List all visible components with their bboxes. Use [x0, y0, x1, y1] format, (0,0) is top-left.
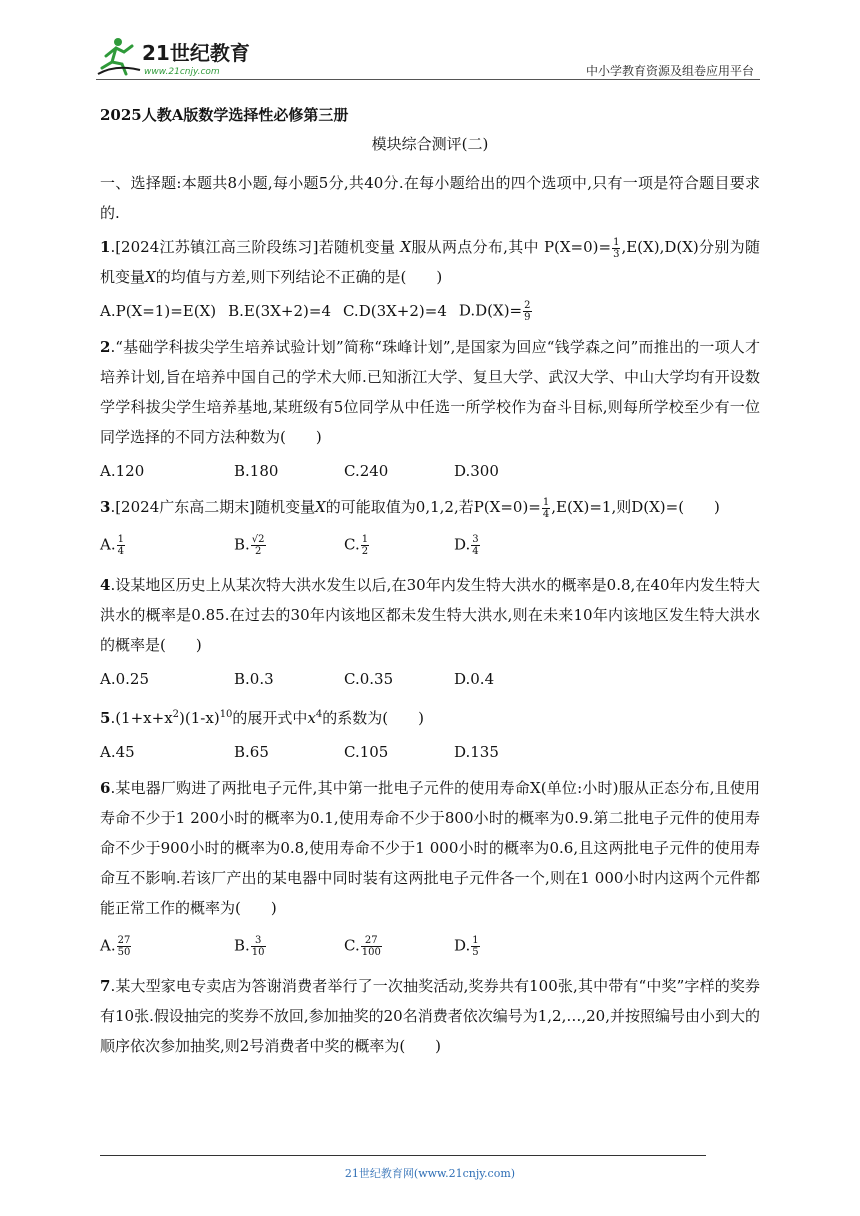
option-a: A.0.25: [100, 670, 149, 688]
option-label: B.: [234, 936, 250, 954]
option-a: [100, 935, 234, 958]
question-2: [100, 332, 760, 452]
denominator: 100: [361, 946, 381, 958]
fraction: [361, 534, 369, 557]
option-label: D.: [454, 535, 471, 553]
question-number: 4: [100, 576, 111, 594]
denominator: 9: [524, 311, 531, 323]
option-b: [234, 534, 344, 557]
option-d: [454, 935, 481, 958]
numerator: 1: [117, 533, 124, 545]
option-d: [459, 300, 533, 323]
option-b: [234, 935, 344, 958]
denominator: 4: [472, 545, 479, 557]
variable-x: X: [400, 238, 412, 256]
option-c: C.0.35: [344, 670, 394, 688]
denominator: 50: [117, 946, 131, 958]
test-title: 模块综合测评(二): [371, 135, 489, 153]
denominator: 2: [254, 545, 262, 557]
fraction: [361, 935, 382, 958]
question-text: .某电器厂购进了两批电子元件,其中第一批电子元件的使用寿命X(单位:小时)服从正态分布,且使用寿命不少于1 200小时的概率为0.1,使用寿命不少于800小时的概率为0.9.第二批电子元件的使用寿命不少于900小时的概率为0.8,使用寿命不少于1 000小时的概率为0.6,且这两批电子元件的使用寿命互不影响.若该厂产出的某电器中同时装有这两批电子元件各一个,则在1 000小时内这两个元件都能正常工作的概率为( ): [100, 779, 760, 917]
fraction: [471, 534, 479, 557]
fraction: [117, 935, 132, 958]
fraction: [251, 534, 266, 557]
math-expression: )(1-x): [179, 709, 220, 727]
numerator: 3: [251, 935, 266, 947]
question-number: 6: [100, 779, 111, 797]
fraction: [542, 497, 550, 520]
option-label: C.: [344, 936, 360, 954]
exponent: 10: [219, 709, 233, 720]
options-row: [100, 296, 760, 326]
footer-divider: [100, 1155, 706, 1156]
option-c: C.D(3X+2)=4: [342, 302, 447, 320]
option-d: D.300: [454, 462, 499, 480]
numerator: √2: [251, 533, 265, 545]
book-title: 2025人教A版数学选择性必修第三册: [100, 106, 349, 124]
denominator: 5: [472, 946, 479, 958]
fraction: [471, 935, 479, 958]
page-footer: 21世纪教育网(www.21cnjy.com): [344, 1167, 516, 1180]
numerator: 1: [613, 236, 620, 248]
options-row: [100, 664, 760, 694]
logo-main-text: 21世纪教育: [142, 41, 250, 65]
exponent: 4: [315, 709, 323, 720]
question-text: .[2024广东高二期末]随机变量: [110, 498, 316, 516]
option-label: C.: [344, 535, 360, 553]
denominator: 10: [251, 946, 265, 958]
question-number: 1: [100, 238, 111, 256]
option-label: A.: [100, 535, 116, 553]
option-a: A.P(X=1)=E(X): [100, 302, 217, 320]
question-number: 5: [100, 709, 111, 727]
variable-x: X: [315, 498, 326, 516]
platform-label: 中小学教育资源及组卷应用平台: [585, 64, 754, 78]
options-row: [100, 526, 760, 564]
math-expression: P(X=0)=: [473, 498, 541, 516]
option-b: B.65: [234, 743, 269, 761]
question-text: 的系数为( ): [322, 709, 424, 727]
options-row: [100, 737, 760, 767]
option-d: D.135: [454, 743, 499, 761]
option-a: A.45: [100, 743, 135, 761]
question-number: 7: [100, 977, 111, 995]
option-b: B.E(3X+2)=4: [228, 302, 331, 320]
question-number: 2: [100, 338, 111, 356]
denominator: 4: [542, 508, 550, 520]
question-text: 的可能取值为0,1,2,若: [325, 498, 474, 516]
option-a: [100, 534, 234, 557]
denominator: 2: [361, 545, 369, 557]
fraction: [117, 534, 125, 557]
option-b: B.180: [234, 462, 279, 480]
fraction: [612, 237, 620, 260]
question-1: [100, 232, 760, 292]
denominator: 4: [117, 545, 124, 557]
option-label: A.: [100, 936, 116, 954]
option-label: B.: [234, 535, 250, 553]
question-4: [100, 570, 760, 660]
options-row: [100, 927, 760, 965]
question-5: [100, 700, 760, 733]
question-text: .某大型家电专卖店为答谢消费者举行了一次抽奖活动,奖券共有100张,其中带有“中奖”字样的奖券有10张.假设抽完的奖券不放回,参加抽奖的20名消费者依次编号为1,2,…,20,并按照编号由小到大的顺序依次参加抽奖,则2号消费者中奖的概率为( ): [100, 977, 760, 1055]
variable-x: x: [307, 709, 316, 727]
variable-x: X: [145, 268, 156, 286]
question-text: .“基础学科拔尖学生培养试验计划”简称“珠峰计划”,是国家为回应“钱学森之问”而推出的一项人才培养计划,旨在培养中国自己的学术大师.已知浙江大学、复旦大学、武汉大学、中山大学均有开设数学学科拔尖学生培养基地,某班级有5位同学从中任选一所学校作为奋斗目标,则每所学校至少有一位同学选择的不同方法种数为( ): [100, 338, 760, 446]
numerator: 27: [361, 935, 382, 947]
question-number: 3: [100, 498, 111, 516]
option-d: D.0.4: [454, 670, 495, 688]
question-text: 分别为随机变量: [100, 238, 760, 286]
question-text: .[2024江苏镇江高三阶段练习]若随机变量: [110, 238, 396, 256]
numerator: 1: [361, 533, 369, 545]
header-divider: [96, 79, 760, 80]
option-d: [454, 534, 481, 557]
question-text: 服从两点分布,其中: [411, 238, 539, 256]
option-c: C.105: [344, 743, 389, 761]
logo-icon: [96, 34, 266, 78]
exponent: 2: [172, 709, 180, 720]
question-3: [100, 492, 760, 522]
page-header: [96, 34, 760, 82]
question-text: ,E(X)=1,则D(X)=( ): [551, 498, 720, 516]
option-c: [344, 534, 454, 557]
section-intro: 一、选择题:本题共8小题,每小题5分,共40分.在每小题给出的四个选项中,只有一项是符合题目要求的.: [100, 174, 760, 222]
option-label: D.D(X)=: [458, 301, 523, 319]
question-7: [100, 971, 760, 1061]
numerator: 27: [117, 934, 131, 946]
fraction: [523, 300, 531, 323]
logo-url-text: www.21cnjy.com: [144, 67, 220, 77]
option-a: A.120: [100, 462, 145, 480]
question-list: [100, 168, 760, 1061]
question-text: 的展开式中: [232, 709, 308, 727]
math-expression: P(X=0)=: [543, 238, 612, 256]
option-label: D.: [454, 936, 471, 954]
math-expression: ,E(X),D(X): [621, 238, 699, 256]
option-b: B.0.3: [234, 670, 274, 688]
numerator: 1: [542, 496, 550, 508]
question-text: 的均值与方差,则下列结论不正确的是( ): [155, 268, 443, 286]
denominator: 3: [613, 248, 620, 260]
numerator: 2: [524, 299, 531, 311]
math-expression: .(1+x+x: [110, 709, 173, 727]
fraction: [251, 935, 266, 958]
option-c: [344, 935, 454, 958]
question-6: [100, 773, 760, 923]
numerator: 1: [472, 934, 479, 946]
question-text: .设某地区历史上从某次特大洪水发生以后,在30年内发生特大洪水的概率是0.8,在40年内发生特大洪水的概率是0.85.在过去的30年内该地区都未发生特大洪水,则在未来10年内该地区发生特大洪水的概率是( ): [100, 576, 760, 654]
options-row: [100, 456, 760, 486]
option-c: C.240: [344, 462, 389, 480]
numerator: 3: [472, 533, 479, 545]
